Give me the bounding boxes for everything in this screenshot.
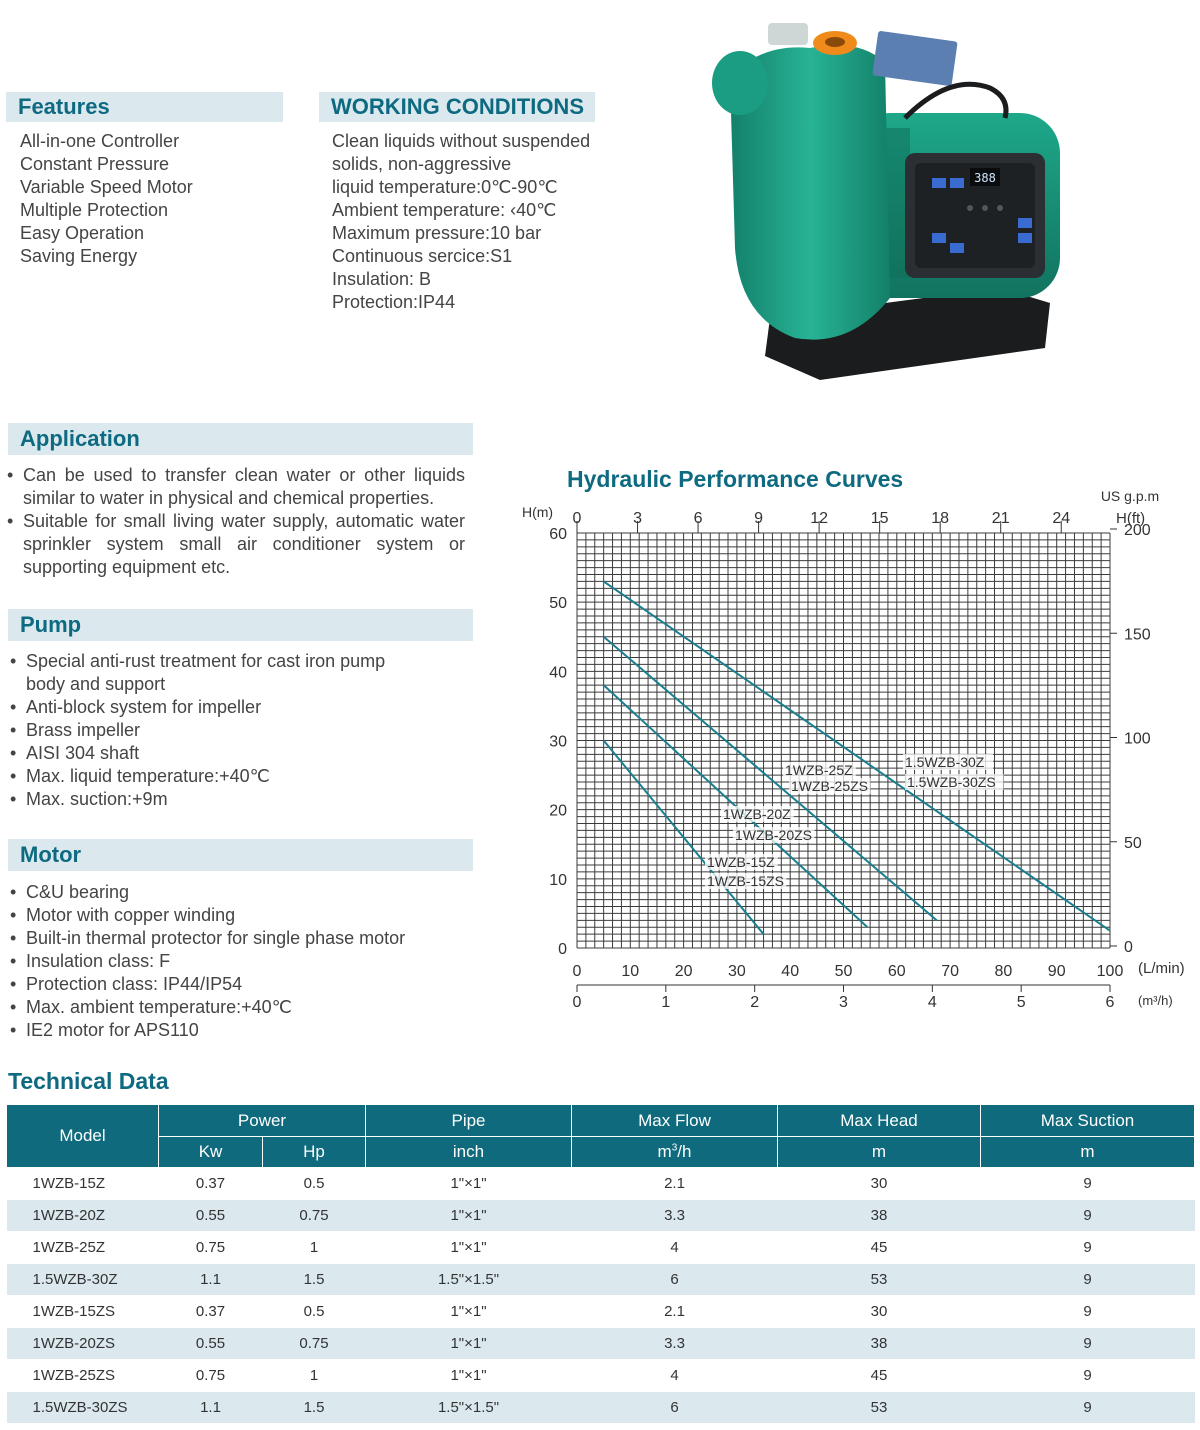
pump-item: • Special anti-rust treatment for cast iron pump body and support [8,650,428,696]
table-row [7,1232,1195,1264]
working-conditions-item: Insulation: B [332,269,432,289]
cell-kw: 0.75 [159,1360,263,1392]
m3h-tick-label: 2 [750,994,760,1011]
motor-item: • IE2 motor for APS110 [8,1019,468,1042]
pump-heading: Pump [8,609,473,641]
motor-item: • Protection class: IP44/IP54 [8,973,468,996]
m3h-tick-label: 6 [1105,994,1115,1011]
working-conditions-item: Protection:IP44 [332,292,456,312]
x-axis-label: (L/min) [1138,960,1185,977]
curve-label: 1WZB-20Z [723,806,791,822]
cell-max-flow: 6 [572,1392,778,1424]
x-tick-label: 60 [887,963,906,980]
cell-model: 1WZB-25Z [7,1232,159,1264]
cell-max-suction: 9 [981,1168,1195,1200]
cell-max-flow: 6 [572,1264,778,1296]
features-item: Constant Pressure [20,154,170,174]
header-kw: Kw [159,1137,263,1168]
cell-max-suction: 9 [981,1392,1195,1424]
pump-item: • AISI 304 shaft [8,742,428,765]
cell-kw: 0.55 [159,1328,263,1360]
cell-model: 1.5WZB-30ZS [7,1392,159,1424]
pump-product-image [700,18,1080,408]
y-tick-label: 0 [558,941,567,958]
x-tick-label: 0 [572,963,582,980]
table-row [7,1392,1195,1424]
application-list [5,464,465,579]
header-m3h-tail: /h [677,1142,692,1161]
ft-tick-label: 0 [1124,939,1133,956]
gpm-tick-label: 15 [870,510,889,527]
table-row [7,1296,1195,1328]
cell-max-suction: 9 [981,1264,1195,1296]
cell-max-suction: 9 [981,1232,1195,1264]
pump-list [8,650,428,811]
application-heading: Application [8,423,473,455]
m3h-tick-label: 0 [572,994,582,1011]
working-conditions-item: Ambient temperature: ‹40℃ [332,200,557,220]
cell-kw: 1.1 [159,1264,263,1296]
curve-label: 1WZB-25ZS [791,778,869,794]
cell-kw: 0.37 [159,1168,263,1200]
gpm-tick-label: 0 [572,510,582,527]
motor-list [8,881,468,1042]
header-max-head: Max Head [778,1105,981,1137]
features-item: Variable Speed Motor [20,177,193,197]
working-conditions-item: Continuous sercice:S1 [332,246,513,266]
y-axis-right-label: H(ft) [1116,510,1146,527]
header-max-flow: Max Flow [572,1105,778,1137]
ft-tick-label: 50 [1124,834,1142,852]
y-tick-label: 10 [549,871,567,889]
gpm-tick-label: 6 [693,510,703,527]
cell-pipe: 1"×1" [366,1328,572,1360]
ft-tick-label: 100 [1124,730,1151,748]
cell-max-head: 45 [778,1232,981,1264]
motor-item: • C&U bearing [8,881,468,904]
curve-label: 1WZB-15Z [707,854,775,870]
cell-max-head: 30 [778,1168,981,1200]
cell-hp: 0.75 [263,1328,366,1360]
cell-max-flow: 2.1 [572,1296,778,1328]
m3h-tick-label: 4 [927,994,937,1011]
cell-max-head: 45 [778,1360,981,1392]
ft-tick-label: 200 [1124,522,1151,539]
working-conditions-item: Maximum pressure:10 bar [332,223,542,243]
table-row [7,1360,1195,1392]
cell-max-suction: 9 [981,1360,1195,1392]
header-m3h [572,1137,778,1168]
cell-hp: 1 [263,1360,366,1392]
features-item: All-in-one Controller [20,131,180,151]
cell-kw: 1.1 [159,1392,263,1424]
y-tick-label: 60 [549,526,567,543]
features-item: Multiple Protection [20,200,169,220]
x-axis-top-label: US g.p.m [1100,488,1160,504]
cell-max-flow: 2.1 [572,1168,778,1200]
y-axis-label: H(m) [522,504,554,520]
x-tick-label: 80 [994,963,1013,980]
chart-title: Hydraulic Performance Curves [567,466,904,492]
motor-item: • Max. ambient temperature:+40℃ [8,996,468,1019]
x-tick-label: 100 [1096,963,1124,980]
cell-hp: 1 [263,1232,366,1264]
working-conditions-item: liquid temperature:0℃-90℃ [332,177,558,197]
header-max-suction: Max Suction [981,1105,1195,1137]
curve-label: 1.5WZB-30ZS [907,774,996,790]
cell-kw: 0.55 [159,1200,263,1232]
header-power: Power [159,1105,366,1137]
gpm-tick-label: 21 [991,510,1010,527]
cell-pipe: 1"×1" [366,1232,572,1264]
cell-pipe: 1"×1" [366,1168,572,1200]
cell-model: 1WZB-20Z [7,1200,159,1232]
working-conditions-item: solids, non-aggressive [332,154,512,174]
header-m3h-base: m [657,1142,672,1161]
table-row [7,1264,1195,1296]
cell-max-suction: 9 [981,1296,1195,1328]
cell-max-flow: 4 [572,1232,778,1264]
motor-heading: Motor [8,839,473,871]
header-m3h-sup: 3 [671,1142,678,1154]
pump-item: • Anti-block system for impeller [8,696,428,719]
cell-model: 1WZB-15ZS [7,1296,159,1328]
cell-pipe: 1"×1" [366,1296,572,1328]
working-conditions-heading: WORKING CONDITIONS [319,92,595,122]
cell-hp: 0.5 [263,1296,366,1328]
m3h-tick-label: 5 [1016,994,1026,1011]
cell-pipe: 1.5"×1.5" [366,1392,572,1424]
cell-max-flow: 4 [572,1360,778,1392]
technical-data-table [6,1104,1195,1424]
curve-label: 1.5WZB-30Z [905,754,985,770]
cell-hp: 0.5 [263,1168,366,1200]
performance-chart [495,485,1195,1025]
header-model: Model [7,1105,159,1168]
x-tick-label: 10 [621,963,640,980]
cell-pipe: 1"×1" [366,1360,572,1392]
cell-pipe: 1.5"×1.5" [366,1264,572,1296]
pump-item: • Max. suction:+9m [8,788,428,811]
gpm-tick-label: 18 [931,510,950,527]
pump-item: • Brass impeller [8,719,428,742]
x-tick-label: 70 [941,963,959,980]
cell-hp: 1.5 [263,1264,366,1296]
x-tick-label: 40 [781,963,800,980]
cell-max-flow: 3.3 [572,1328,778,1360]
motor-item: • Insulation class: F [8,950,468,973]
cell-model: 1WZB-15Z [7,1168,159,1200]
header-m-head: m [778,1137,981,1168]
cell-max-suction: 9 [981,1328,1195,1360]
cell-model: 1WZB-25ZS [7,1360,159,1392]
motor-item: • Built-in thermal protector for single phase motor [8,927,468,950]
working-conditions-list [332,130,590,314]
ft-tick-label: 150 [1124,626,1151,644]
curve-label: 1WZB-20ZS [735,827,813,843]
curve-label: 1WZB-15ZS [707,873,785,889]
cell-model: 1WZB-20ZS [7,1328,159,1360]
m3h-tick-label: 3 [839,994,848,1011]
cell-max-head: 38 [778,1328,981,1360]
application-item: • Can be used to transfer clean water or other liquids similar to water in physical and chemical properties. [5,464,465,510]
motor-item: • Motor with copper winding [8,904,468,927]
features-item: Saving Energy [20,246,138,266]
gpm-tick-label: 9 [754,510,764,527]
working-conditions-item: Clean liquids without suspended [332,131,591,151]
features-list [20,130,193,268]
pump-item: • Max. liquid temperature:+40℃ [8,765,428,788]
features-item: Easy Operation [20,223,145,243]
m3h-tick-label: 1 [661,994,671,1011]
y-tick-label: 50 [549,595,567,613]
header-pipe: Pipe [366,1105,572,1137]
cell-hp: 0.75 [263,1200,366,1232]
cell-kw: 0.75 [159,1232,263,1264]
curve-label: 1WZB-25Z [785,762,853,778]
cell-max-head: 30 [778,1296,981,1328]
table-row [7,1200,1195,1232]
table-row [7,1168,1195,1200]
y-tick-label: 20 [549,802,567,820]
header-hp: Hp [263,1137,366,1168]
gpm-tick-label: 3 [633,510,642,527]
y-tick-label: 40 [549,664,567,682]
cell-pipe: 1"×1" [366,1200,572,1232]
header-inch: inch [366,1137,572,1168]
gpm-tick-label: 24 [1052,510,1071,527]
cell-model: 1.5WZB-30Z [7,1264,159,1296]
cell-max-head: 53 [778,1392,981,1424]
cell-max-head: 53 [778,1264,981,1296]
features-heading: Features [6,92,283,122]
cell-max-suction: 9 [981,1200,1195,1232]
table-row [7,1328,1195,1360]
cell-hp: 1.5 [263,1392,366,1424]
header-m-suction: m [981,1137,1195,1168]
x-tick-label: 30 [728,963,746,980]
x-tick-label: 20 [674,963,693,980]
gpm-tick-label: 12 [810,510,829,527]
y-tick-label: 30 [549,733,567,751]
controller-display: 388 [974,171,996,185]
cell-max-head: 38 [778,1200,981,1232]
technical-data-title: Technical Data [8,1068,169,1094]
cell-kw: 0.37 [159,1296,263,1328]
x-tick-label: 90 [1047,963,1066,980]
x-axis-label-m3h: (m³/h) [1138,993,1173,1008]
cell-max-flow: 3.3 [572,1200,778,1232]
application-item: • Suitable for small living water supply, automatic water sprinkler system small air conditioner system or supporting equipment etc. [5,510,465,579]
x-tick-label: 50 [834,963,853,980]
